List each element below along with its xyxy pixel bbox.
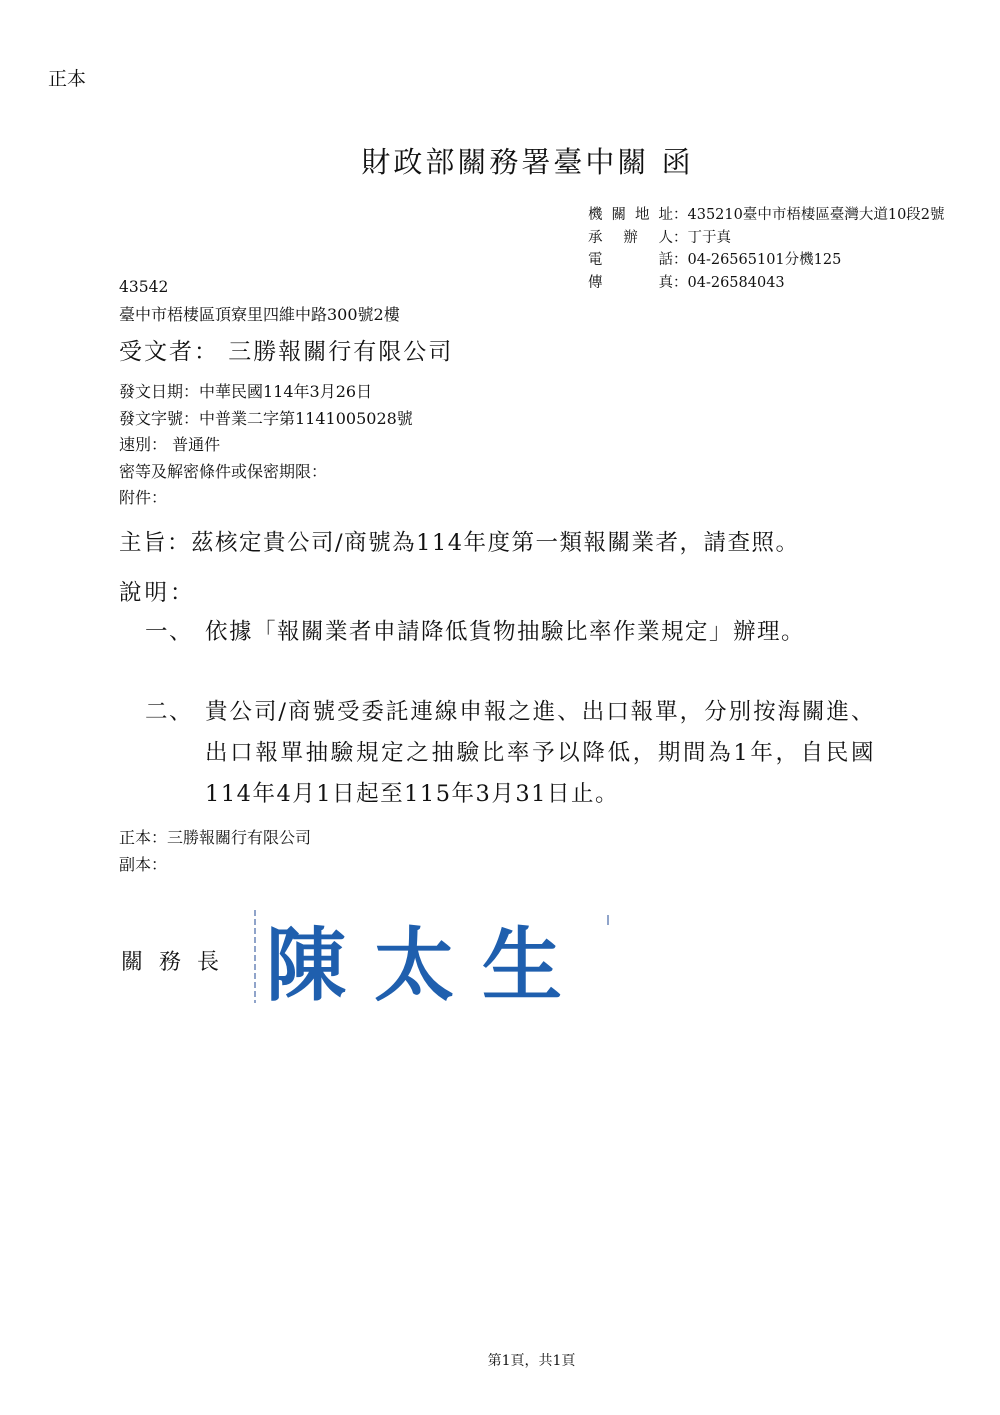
explanation-item — [145, 612, 875, 653]
agency-address-value: 435210臺中市梧棲區臺灣大道10段2號 — [687, 207, 945, 223]
copy-recipient: 副本： — [119, 855, 168, 874]
recipient-address: 臺中市梧棲區頂寮里四維中路300號2樓 — [119, 305, 400, 324]
agency-info — [588, 204, 945, 294]
issue-date: 發文日期：中華民國114年3月26日 — [119, 382, 373, 401]
item-text: 貴公司/商號受委託連線申報之進、出口報單，分別按海關進、出口報單抽驗規定之抽驗比率予以降低，期間為1年，自民國114年4月1日起至115年3月31日止。 — [205, 699, 875, 807]
item-number: 二、 — [145, 699, 194, 725]
handler-label: 承辦人 — [588, 229, 673, 246]
page-number: 第1頁，共1頁 — [487, 1353, 576, 1369]
distribution — [119, 824, 311, 878]
agency-address-label: 機關地址 — [588, 207, 673, 223]
postal-code: 43542 — [119, 278, 169, 296]
attachments: 附件： — [119, 488, 168, 507]
phone-label: 電話 — [588, 252, 673, 268]
phone-row: 電話 ： 04-26565101分機125 — [588, 249, 945, 272]
urgency: 速別： 普通件 — [119, 435, 221, 454]
item-number: 一、 — [145, 619, 194, 645]
document-title: 財政部關務署臺中關 函 — [361, 145, 694, 179]
phone-value: 04-26565101分機125 — [687, 252, 842, 268]
explanation-label: 說明： — [119, 580, 196, 606]
copy-mark: 正本 — [48, 68, 87, 90]
signature-stamp — [250, 905, 615, 1007]
signature-text: 陳太生 — [266, 919, 590, 1007]
signer-title: 關務長 — [121, 950, 236, 975]
agency-address-row: 機關地址 ： 435210臺中市梧棲區臺灣大道10段2號 — [588, 204, 945, 227]
fax-value: 04-26584043 — [687, 274, 785, 291]
fax-label: 傳真 — [588, 274, 673, 291]
fax-row: 傳真 ： 04-26584043 — [588, 272, 945, 295]
document-meta — [119, 379, 413, 512]
signature-stamp-graphic — [250, 905, 615, 1007]
item-text: 依據「報關業者申請降低貨物抽驗比率作業規定」辦理。 — [205, 619, 806, 645]
recipient: 受文者： 三勝報關行有限公司 — [119, 339, 454, 365]
confidentiality: 密等及解密條件或保密期限： — [119, 461, 328, 481]
handler-row: 承辦人 ： 丁于真 — [588, 227, 945, 250]
explanation-item — [145, 692, 875, 815]
original-recipient: 正本：三勝報關行有限公司 — [119, 828, 312, 847]
subject: 主旨：茲核定貴公司/商號為114年度第一類報關業者，請查照。 — [119, 530, 800, 556]
document-number: 發文字號：中普業二字第1141005028號 — [119, 408, 413, 428]
handler-value: 丁于真 — [687, 229, 731, 246]
